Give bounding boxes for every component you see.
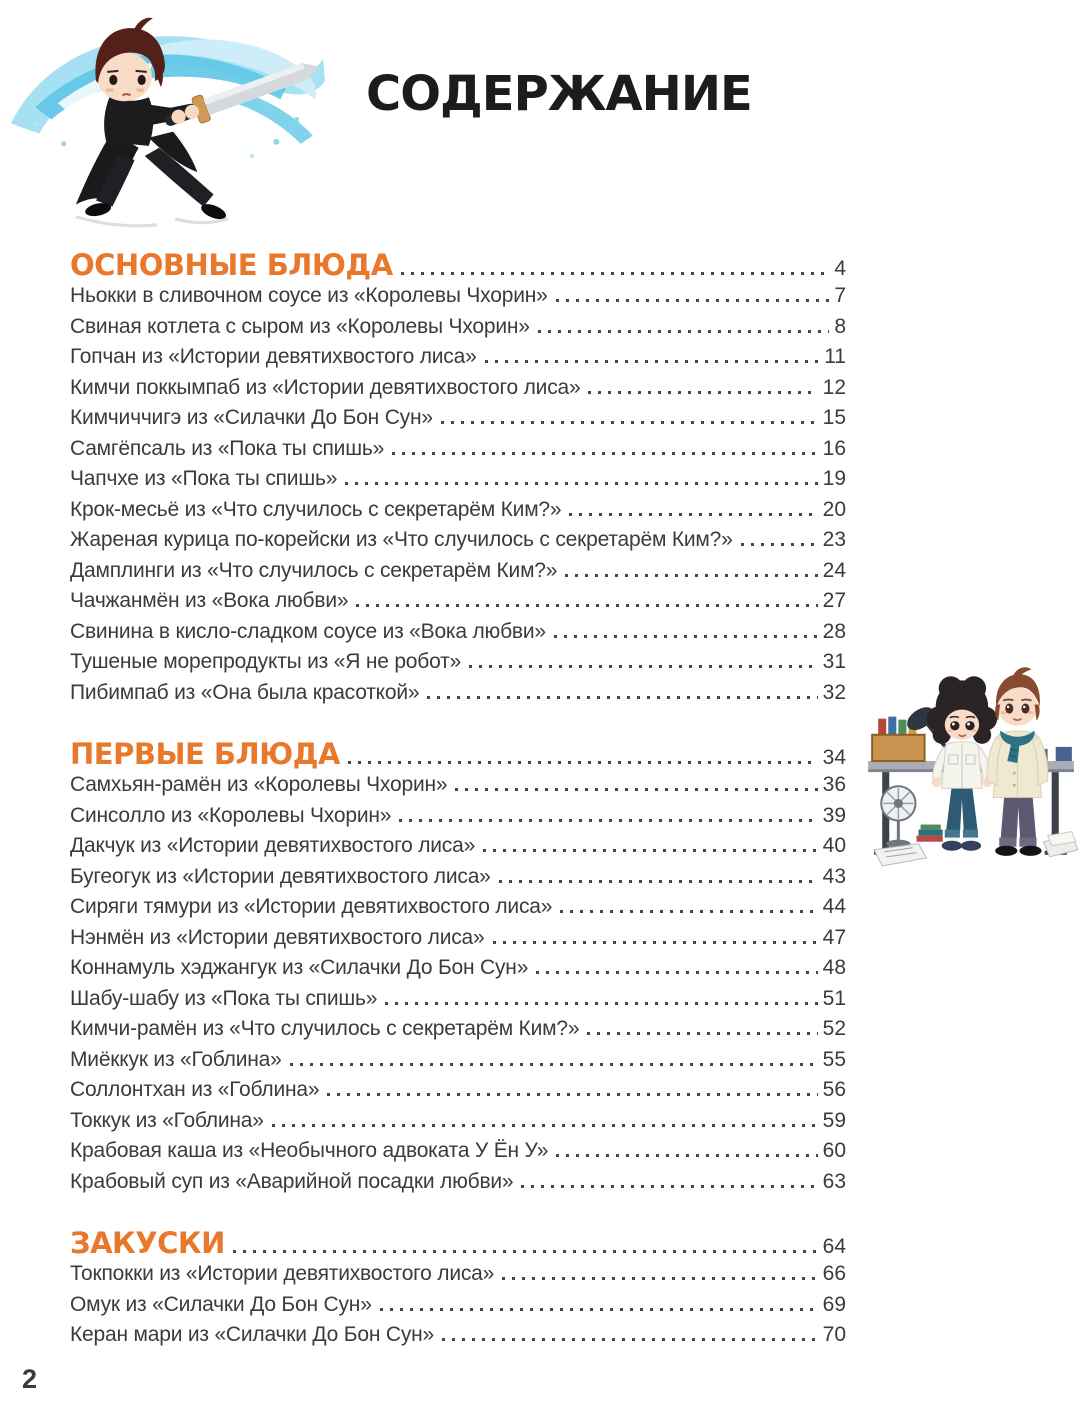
toc-entry-row bbox=[70, 467, 846, 498]
entry-page-number: 16 bbox=[822, 436, 846, 460]
section-title: ПЕРВЫЕ БЛЮДА bbox=[70, 737, 340, 771]
toc-section-row bbox=[70, 1226, 846, 1262]
entry-page-number: 8 bbox=[834, 314, 846, 338]
section-title: ЗАКУСКИ bbox=[70, 1226, 225, 1260]
dot-leader bbox=[399, 819, 817, 822]
entry-title: Самхьян-рамён из «Королевы Чхорин» bbox=[70, 773, 448, 796]
entry-page-number: 12 bbox=[822, 375, 846, 399]
dot-leader bbox=[380, 1308, 818, 1311]
toc-entry-row bbox=[70, 865, 846, 896]
dot-leader bbox=[499, 880, 818, 883]
dot-leader bbox=[587, 1032, 817, 1035]
toc-entry-row bbox=[70, 1048, 846, 1079]
toc-section-row bbox=[70, 737, 846, 773]
entry-page-number: 55 bbox=[822, 1047, 846, 1071]
toc-entry-row bbox=[70, 559, 846, 590]
toc-entry-row bbox=[70, 681, 846, 712]
entry-title: Чапчхе из «Пока ты спишь» bbox=[70, 467, 338, 490]
toc-entry-row bbox=[70, 1139, 846, 1170]
entry-title: Шабу-шабу из «Пока ты спишь» bbox=[70, 986, 378, 1010]
entry-title: Керан мари из «Силачки До Бон Сун» bbox=[70, 1323, 435, 1346]
papers-art bbox=[1044, 832, 1078, 857]
toc-entry-row bbox=[70, 1323, 846, 1354]
entry-page-number: 52 bbox=[822, 1017, 846, 1040]
entry-page-number: 51 bbox=[822, 986, 846, 1010]
entry-page-number: 32 bbox=[822, 680, 846, 704]
dot-leader bbox=[556, 1154, 817, 1157]
entry-title: Свинина в кисло-сладком соусе из «Вока любви» bbox=[70, 619, 546, 643]
dot-leader bbox=[441, 421, 818, 424]
entry-page-number: 47 bbox=[822, 925, 846, 949]
entry-page-number: 7 bbox=[834, 284, 846, 307]
entry-title: Ньокки в сливочном соусе из «Королевы Чхорин» bbox=[70, 284, 548, 307]
entry-page-number: 48 bbox=[822, 956, 846, 979]
newspaper-art bbox=[874, 844, 926, 866]
toc-entry-row bbox=[70, 620, 846, 651]
entry-page-number: 39 bbox=[822, 803, 846, 827]
dot-leader bbox=[485, 360, 820, 363]
toc-entry-row bbox=[70, 528, 846, 559]
couple-desk-illustration bbox=[866, 644, 1080, 876]
books-under-desk-art bbox=[917, 825, 943, 842]
entry-title: Крок-месьё из «Что случилось с секретарём Ким?» bbox=[70, 497, 562, 521]
entry-title: Тушеные морепродукты из «Я не робот» bbox=[70, 650, 462, 673]
toc-entry-row bbox=[70, 1109, 846, 1140]
dot-leader bbox=[741, 543, 818, 546]
entry-title: Коннамуль хэджангук из «Силачки До Бон Сун» bbox=[70, 956, 529, 979]
toc-entry-row bbox=[70, 498, 846, 529]
entry-title: Токкук из «Гоблина» bbox=[70, 1108, 264, 1132]
dot-leader bbox=[348, 761, 818, 764]
entry-page-number: 69 bbox=[822, 1292, 846, 1316]
dot-leader bbox=[401, 272, 830, 275]
entry-title: Синсолло из «Королевы Чхорин» bbox=[70, 803, 392, 827]
dot-leader bbox=[560, 910, 817, 913]
entry-title: Токпокки из «Истории девятихвостого лиса» bbox=[70, 1262, 495, 1285]
dot-leader bbox=[556, 299, 830, 302]
toc-entry-row bbox=[70, 345, 846, 376]
dot-leader bbox=[385, 1002, 817, 1005]
entry-page-number: 44 bbox=[822, 895, 846, 918]
toc-entry-row bbox=[70, 650, 846, 681]
toc-entry-row bbox=[70, 315, 846, 346]
entry-page-number: 15 bbox=[822, 406, 846, 429]
toc-entry-row bbox=[70, 956, 846, 987]
dot-leader bbox=[427, 696, 817, 699]
entry-title: Самгёпсаль из «Пока ты спишь» bbox=[70, 436, 385, 460]
dot-leader bbox=[569, 513, 817, 516]
dot-leader bbox=[327, 1093, 817, 1096]
entry-page-number: 24 bbox=[822, 558, 846, 582]
entry-title: Дамплинги из «Что случилось с секретарём Ким?» bbox=[70, 558, 558, 582]
entry-page-number: 63 bbox=[822, 1169, 846, 1193]
entry-title: Миёккук из «Гоблина» bbox=[70, 1047, 282, 1071]
entry-title: Пибимпаб из «Она была красоткой» bbox=[70, 680, 420, 704]
section-title: ОСНОВНЫЕ БЛЮДА bbox=[70, 248, 393, 282]
dot-leader bbox=[272, 1124, 818, 1127]
dot-leader bbox=[233, 1250, 818, 1253]
dot-leader bbox=[455, 788, 817, 791]
section-page-number: 34 bbox=[822, 746, 846, 769]
entry-page-number: 11 bbox=[824, 345, 846, 368]
entry-title: Дакчук из «Истории девятихвостого лиса» bbox=[70, 834, 476, 857]
dot-leader bbox=[538, 330, 830, 333]
dot-leader bbox=[565, 574, 817, 577]
entry-title: Свиная котлета с сыром из «Королевы Чхорин» bbox=[70, 314, 530, 338]
entry-title: Соллонтхан из «Гоблина» bbox=[70, 1078, 320, 1101]
entry-title: Бугеогук из «Истории девятихвостого лиса» bbox=[70, 864, 491, 888]
entry-page-number: 60 bbox=[822, 1139, 846, 1162]
toc-entry-row bbox=[70, 804, 846, 835]
entry-page-number: 66 bbox=[822, 1262, 846, 1285]
entry-title: Сиряги тямури из «Истории девятихвостого лиса» bbox=[70, 895, 553, 918]
toc-entry-row bbox=[70, 1293, 846, 1324]
dot-leader bbox=[502, 1277, 818, 1280]
dot-leader bbox=[356, 604, 817, 607]
page-title: СОДЕРЖАНИЕ bbox=[366, 66, 752, 122]
toc-entry-row bbox=[70, 926, 846, 957]
toc-entry-row bbox=[70, 1170, 846, 1201]
toc-entry-row bbox=[70, 895, 846, 926]
toc-entry-row bbox=[70, 376, 846, 407]
entry-title: Нэнмён из «Истории девятихвостого лиса» bbox=[70, 925, 485, 949]
dot-leader bbox=[493, 941, 818, 944]
entry-title: Кимчи поккымпаб из «Истории девятихвостого лиса» bbox=[70, 375, 581, 399]
toc-entry-row bbox=[70, 406, 846, 437]
entry-page-number: 19 bbox=[822, 467, 846, 490]
entry-page-number: 40 bbox=[822, 834, 846, 857]
toc-section-row bbox=[70, 248, 846, 284]
toc-list bbox=[70, 248, 846, 1354]
entry-title: Крабовый суп из «Аварийной посадки любви» bbox=[70, 1169, 514, 1193]
toc-entry-row bbox=[70, 284, 846, 315]
dot-leader bbox=[536, 971, 817, 974]
entry-page-number: 43 bbox=[822, 864, 846, 888]
entry-page-number: 20 bbox=[822, 497, 846, 521]
dot-leader bbox=[290, 1063, 818, 1066]
entry-page-number: 59 bbox=[822, 1108, 846, 1132]
section-page-number: 64 bbox=[822, 1235, 846, 1258]
entry-page-number: 70 bbox=[822, 1323, 846, 1346]
dot-leader bbox=[442, 1338, 818, 1341]
entry-title: Кимчи-рамён из «Что случилось с секретарём Ким?» bbox=[70, 1017, 580, 1040]
toc-entry-row bbox=[70, 987, 846, 1018]
entry-title: Кимчиччигэ из «Силачки До Бон Сун» bbox=[70, 406, 433, 429]
dot-leader bbox=[392, 452, 818, 455]
entry-title: Гопчан из «Истории девятихвостого лиса» bbox=[70, 345, 477, 368]
dot-leader bbox=[588, 391, 817, 394]
entry-title: Омук из «Силачки До Бон Сун» bbox=[70, 1292, 372, 1316]
entry-page-number: 23 bbox=[822, 528, 846, 551]
entry-title: Жареная курица по-корейски из «Что случилось с секретарём Ким?» bbox=[70, 528, 733, 551]
toc-entry-row bbox=[70, 589, 846, 620]
entry-page-number: 56 bbox=[822, 1078, 846, 1101]
dot-leader bbox=[554, 635, 818, 638]
toc-entry-row bbox=[70, 834, 846, 865]
entry-page-number: 36 bbox=[822, 773, 846, 796]
entry-page-number: 31 bbox=[822, 650, 846, 673]
toc-entry-row bbox=[70, 1262, 846, 1293]
page-number: 2 bbox=[22, 1364, 38, 1394]
dot-leader bbox=[345, 482, 817, 485]
toc-entry-row bbox=[70, 437, 846, 468]
toc-entry-row bbox=[70, 773, 846, 804]
entry-title: Крабовая каша из «Необычного адвоката У Ён У» bbox=[70, 1139, 549, 1162]
man-character-art bbox=[987, 667, 1048, 856]
swordsman-illustration bbox=[4, 2, 330, 240]
section-page-number: 4 bbox=[834, 257, 846, 280]
entry-page-number: 28 bbox=[822, 619, 846, 643]
toc-entry-row bbox=[70, 1017, 846, 1048]
dot-leader bbox=[521, 1185, 817, 1188]
dot-leader bbox=[469, 665, 818, 668]
entry-page-number: 27 bbox=[822, 589, 846, 612]
entry-title: Чачжанмён из «Вока любви» bbox=[70, 589, 349, 612]
toc-entry-row bbox=[70, 1078, 846, 1109]
dot-leader bbox=[483, 849, 818, 852]
